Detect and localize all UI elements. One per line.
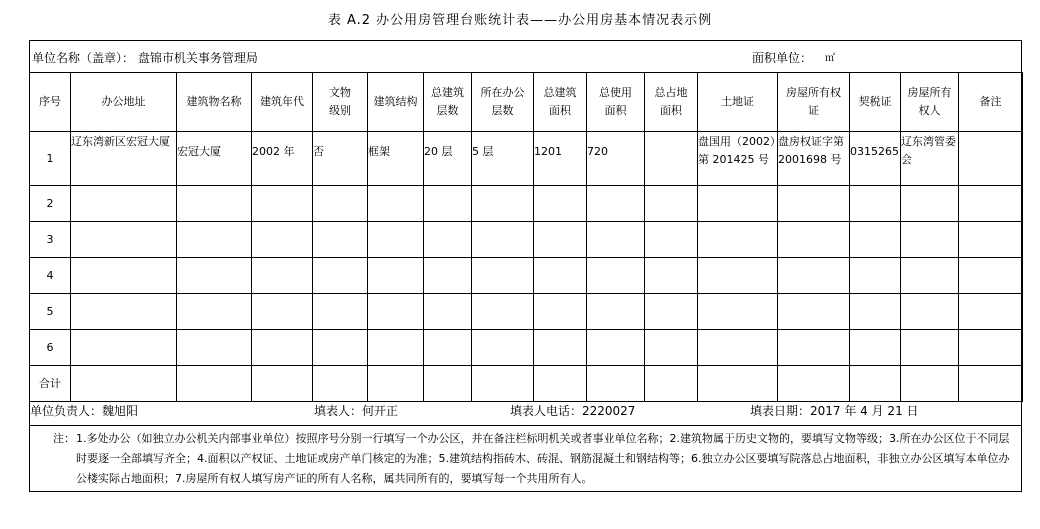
header-heritage-level: 文物级别 (313, 73, 368, 132)
cell-property-cert: 盘房权证字第 2001698 号 (778, 132, 850, 186)
cell-structure: 框架 (368, 132, 424, 186)
table-row (30, 258, 1023, 294)
unit-row (30, 41, 1021, 72)
cell-seq: 4 (30, 258, 71, 294)
signature-row (30, 400, 1021, 420)
header-total-floors: 总建筑层数 (424, 73, 472, 132)
total-row (30, 366, 1023, 402)
page-title: 表 A.2 办公用房管理台账统计表——办公用房基本情况表示例 (327, 13, 713, 28)
area-unit-value: ㎡ (825, 53, 835, 64)
cell-total-area: 1201 (534, 132, 587, 186)
table-row (30, 132, 1023, 186)
header-owner: 房屋所有权人 (901, 73, 959, 132)
filler-name: 填表人：何开正 (314, 404, 399, 418)
cell-land-area (645, 132, 698, 186)
table-row (30, 294, 1023, 330)
cell-building-name: 宏冠大厦 (177, 132, 252, 186)
cell-owner: 辽东湾管委会 (901, 132, 959, 186)
header-land-cert: 土地证 (698, 73, 778, 132)
note-text: 1.多处办公（如独立办公机关内部事业单位）按照序号分别一行填写一个办公区，并在备注栏标明机关或者事业单位名称；2.建筑物属于历史文物的，要填写文物等级；3.所在办公区位于不同层时要逐一全部填写齐全；4.面积以产权证、土地证或房产单门核定的为准；5.建筑结构指砖木、砖混、钢筋混凝土和钢结构等；6.独立办公区要填写院落总占地面积，非独立办公区填写本单位办公楼实际占地面积；7.房屋所有权人填写房产证的所有人名称，属共同所有的，要填写每一个共用所有人。 (76, 432, 1010, 485)
table-row (30, 330, 1023, 366)
cell-office-floors: 5 层 (472, 132, 534, 186)
header-total-area: 总建筑面积 (534, 73, 587, 132)
cell-heritage-level: 否 (313, 132, 368, 186)
responsible-person: 单位负责人：魏旭阳 (30, 404, 139, 418)
filler-phone: 填表人电话：2220027 (510, 404, 636, 418)
header-land-area: 总占地面积 (645, 73, 698, 132)
cell-seq: 3 (30, 222, 71, 258)
cell-deed-tax: 0315265 (850, 132, 901, 186)
header-office-floors: 所在办公层数 (472, 73, 534, 132)
cell-total-floors: 20 层 (424, 132, 472, 186)
table-row (30, 186, 1023, 222)
cell-seq: 5 (30, 294, 71, 330)
header-building-year: 建筑年代 (252, 73, 313, 132)
cell-building-year: 2002 年 (252, 132, 313, 186)
header-usable-area: 总使用面积 (587, 73, 645, 132)
header-address: 办公地址 (71, 73, 177, 132)
header-remarks: 备注 (959, 73, 1023, 132)
cell-seq: 1 (30, 132, 71, 186)
note-label: 注： (53, 432, 75, 445)
cell-land-cert: 盘国用（2002）第 201425 号 (698, 132, 778, 186)
cell-total-label: 合计 (30, 366, 71, 402)
fill-date: 填表日期：2017 年 4 月 21 日 (750, 404, 919, 418)
cell-seq: 6 (30, 330, 71, 366)
header-structure: 建筑结构 (368, 73, 424, 132)
office-info-table (29, 72, 1023, 402)
notes (30, 429, 1020, 489)
area-unit-label: 面积单位： (752, 51, 813, 65)
header-deed-tax: 契税证 (850, 73, 901, 132)
header-property-cert: 房屋所有权证 (778, 73, 850, 132)
divider (29, 425, 1022, 426)
header-seq: 序号 (30, 73, 71, 132)
table-row (30, 222, 1023, 258)
header-building-name: 建筑物名称 (177, 73, 252, 132)
unit-name-label: 单位名称（盖章）： 盘锦市机关事务管理局 (32, 51, 258, 65)
cell-address: 辽东湾新区宏冠大厦 (71, 132, 177, 186)
header-row (30, 73, 1023, 132)
cell-seq: 2 (30, 186, 71, 222)
cell-usable-area: 720 (587, 132, 645, 186)
cell-remarks (959, 132, 1023, 186)
